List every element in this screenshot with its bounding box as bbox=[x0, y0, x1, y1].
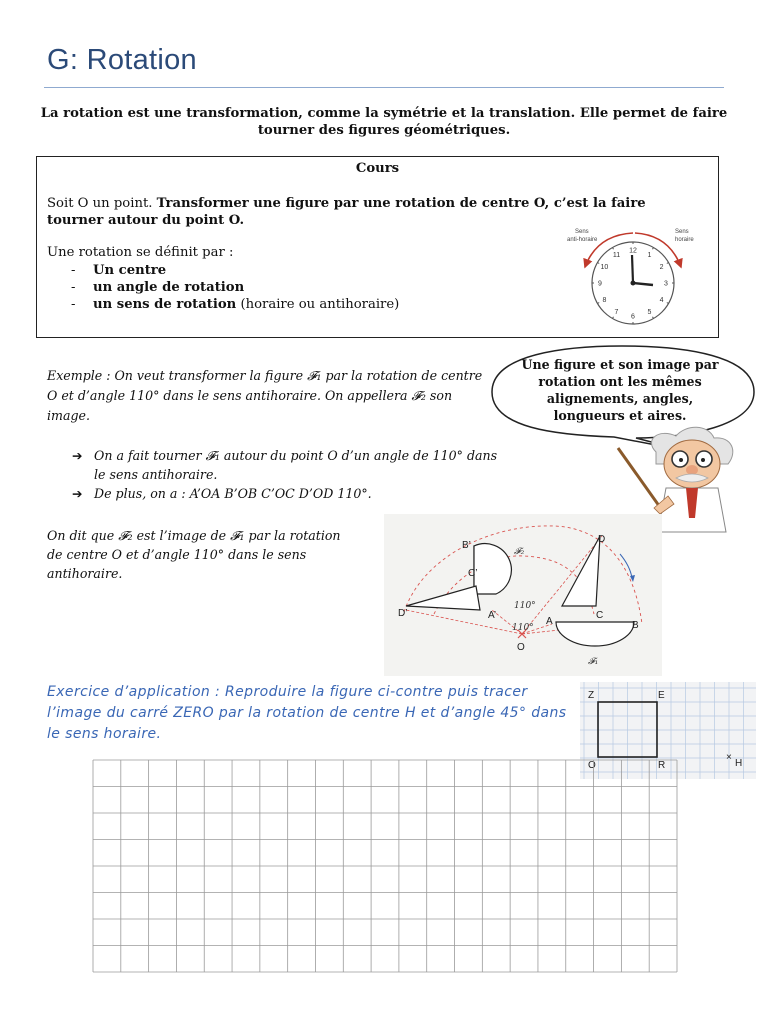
rotation-figure bbox=[384, 514, 662, 676]
clock-illustration bbox=[557, 221, 707, 333]
explanation-bullets bbox=[72, 446, 502, 503]
svg-text:H: H bbox=[735, 758, 743, 769]
list-intro: Une rotation se définit par : bbox=[47, 245, 234, 260]
clock-number: 3 bbox=[664, 280, 668, 288]
clock-number: 9 bbox=[598, 280, 602, 288]
figure-f1-symbol: 𝓕₁ bbox=[307, 368, 322, 383]
svg-text:110°: 110° bbox=[514, 601, 536, 611]
exercise-grid bbox=[92, 759, 678, 973]
clock-number: 2 bbox=[659, 264, 664, 271]
svg-text:𝓕₂: 𝓕₂ bbox=[514, 547, 525, 557]
list-item: - un sens de rotation (horaire ou antihoraire) bbox=[71, 297, 400, 312]
svg-text:A’: A’ bbox=[488, 610, 497, 621]
clock-label-right-2: horaire bbox=[675, 237, 694, 243]
svg-text:E: E bbox=[658, 690, 665, 701]
intro-paragraph: La rotation est une transformation, comme la symétrie et la translation. Elle permet de faire tourner des figures géométriques. bbox=[40, 106, 728, 138]
cours-heading: Cours bbox=[355, 161, 400, 176]
h-mark: × bbox=[726, 752, 732, 763]
svg-text:A: A bbox=[546, 616, 553, 627]
svg-text:O: O bbox=[588, 760, 596, 771]
bubble-text: Une figure et son image par rotation ont les mêmes alignements, angles, longueurs et aires. bbox=[521, 357, 719, 423]
pointer-stick bbox=[618, 448, 662, 510]
clock-number: 4 bbox=[659, 297, 664, 304]
clock-number: 11 bbox=[612, 251, 621, 259]
example-paragraph: Exemple : On veut transformer la figure 𝓕₁ par la rotation de centre O et d’angle 110° dans le sens antihoraire. On appellera 𝓕₂ son image. bbox=[47, 368, 483, 423]
exercise-text: Exercice d’application : Reproduire la figure ci-contre puis tracer l’image du carré ZERO par la rotation de centre H et d’angle 45° dans le sens horaire. bbox=[47, 684, 567, 742]
svg-text:𝓕₁: 𝓕₁ bbox=[588, 657, 599, 667]
clock-label-left-1: Sens bbox=[575, 229, 589, 235]
svg-text:Z: Z bbox=[588, 690, 595, 701]
minute-hand bbox=[632, 255, 633, 283]
arrow-right-icon: ➔ bbox=[72, 448, 83, 463]
conclusion-paragraph: On dit que 𝓕₂ est l’image de 𝓕₁ par la rotation de centre O et d’angle 110° dans le sens antihoraire. bbox=[47, 528, 341, 581]
svg-text:B’: B’ bbox=[462, 540, 471, 551]
bullet-rotation: ➔ On a fait tourner 𝓕₁ autour du point O d’un angle de 110° dans le sens antihoraire. bbox=[72, 448, 498, 482]
svg-text:R: R bbox=[658, 760, 666, 771]
list-item: - Un centre bbox=[71, 263, 167, 278]
clock-number: 6 bbox=[631, 313, 635, 321]
bullet-angles: ➔ De plus, on a : A’OA B’OB C’OC D’OD 110°. bbox=[72, 486, 372, 501]
svg-text:O: O bbox=[517, 642, 525, 653]
svg-text:C: C bbox=[596, 610, 604, 621]
title-divider bbox=[44, 87, 724, 88]
cours-box bbox=[36, 156, 719, 338]
svg-text:C’: C’ bbox=[468, 568, 478, 579]
clock-number: 12 bbox=[629, 247, 637, 255]
clock-label-left-2: anti-horaire bbox=[567, 237, 598, 243]
clock-number: 7 bbox=[614, 309, 619, 317]
list-item: - un angle de rotation bbox=[71, 280, 245, 295]
page-title: G: Rotation bbox=[47, 44, 197, 76]
svg-text:110°: 110° bbox=[512, 623, 534, 633]
clock-number: 5 bbox=[647, 309, 652, 317]
svg-text:B: B bbox=[632, 620, 639, 631]
arrow-right-icon: ➔ bbox=[72, 486, 83, 501]
figure-f2-symbol: 𝓕₂ bbox=[411, 388, 426, 403]
clock-number: 1 bbox=[647, 251, 652, 259]
clock-number: 8 bbox=[602, 297, 607, 304]
definition-start: Soit O un point. bbox=[47, 196, 157, 211]
clock-number: 10 bbox=[600, 264, 609, 271]
svg-text:D: D bbox=[598, 534, 606, 545]
definition-list bbox=[71, 262, 399, 313]
clock-label-right-1: Sens bbox=[675, 229, 689, 235]
svg-text:D’: D’ bbox=[398, 608, 408, 619]
definition-bold: Transformer une figure par une rotation de centre O, c’est la faire tourner autour du point O. bbox=[47, 196, 646, 228]
